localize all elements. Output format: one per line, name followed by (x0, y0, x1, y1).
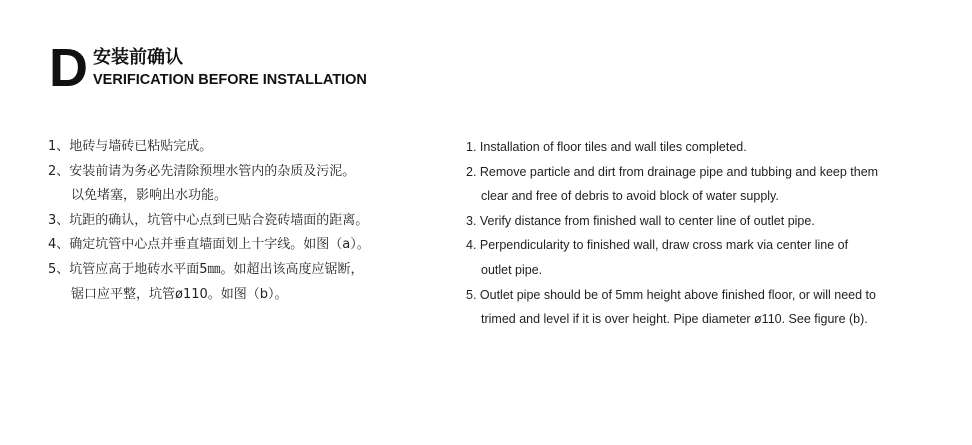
en-instruction-list (466, 135, 936, 332)
section-title-cn: 安装前确认 (93, 47, 183, 68)
cn-item-5-continued: 锯口应平整，坑管ø110。如图（b）。 (71, 286, 288, 302)
en-item-2: 2. Remove particle and dirt from drainage pipe and tubbing and keep them (466, 164, 879, 179)
section-title-en: VERIFICATION BEFORE INSTALLATION (93, 72, 367, 88)
cn-item-3: 3、坑距的确认，坑管中心点到已贴合瓷砖墙面的距离。 (48, 212, 369, 228)
cn-instruction-list (48, 135, 448, 307)
en-item-3: 3. Verify distance from finished wall to center line of outlet pipe. (466, 213, 815, 228)
en-item-4: 4. Perpendicularity to finished wall, draw cross mark via center line of (466, 238, 849, 253)
en-item-2-continued: clear and free of debris to avoid block of water supply. (481, 189, 779, 204)
en-item-1: 1. Installation of floor tiles and wall tiles completed. (466, 140, 747, 154)
cn-item-5: 5、坑管应高于地砖水平面5㎜。如超出该高度应锯断， (48, 261, 364, 277)
cn-item-4: 4、确定坑管中心点并垂直墙面划上十字线。如图（a）。 (48, 237, 370, 253)
section-letter: D (49, 38, 87, 98)
en-item-4-continued: outlet pipe. (481, 262, 543, 277)
en-item-5: 5. Outlet pipe should be of 5mm height above finished floor, or will need to (466, 287, 876, 302)
cn-item-2: 2、安装前请为务必先清除预埋水管内的杂质及污泥。 (48, 163, 356, 179)
cn-item-1: 1、地砖与墙砖已粘贴完成。 (48, 139, 213, 154)
en-item-5-continued: trimed and level if it is over height. Pipe diameter ø110. See figure (b). (481, 312, 868, 327)
cn-item-2-continued: 以免堵塞，影响出水功能。 (71, 188, 228, 204)
